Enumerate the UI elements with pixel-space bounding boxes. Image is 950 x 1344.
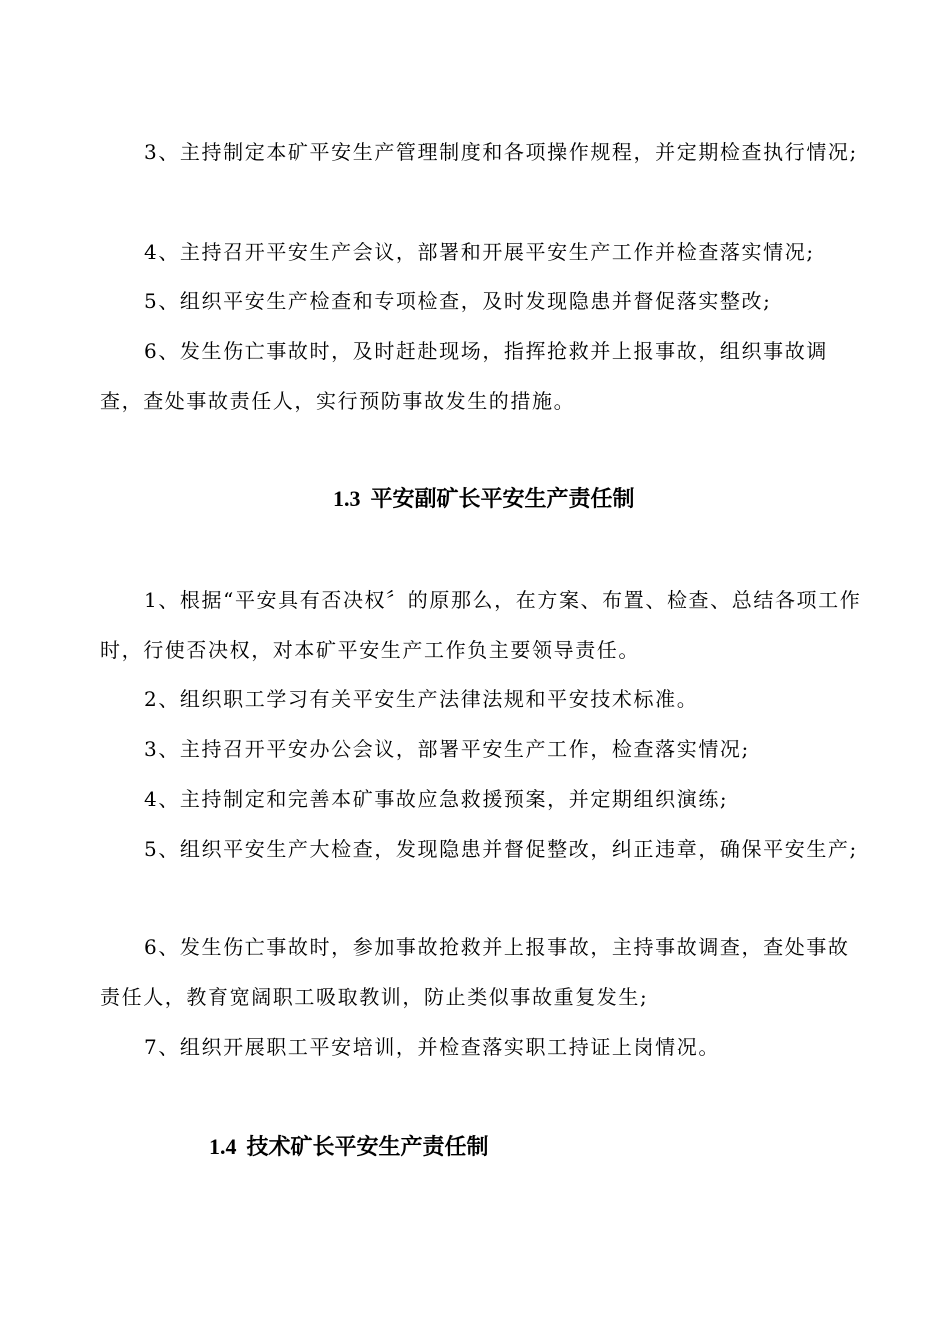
section-heading-1-4 <box>209 1132 489 1162</box>
paragraph-prev-item-4: 4、主持召开平安生产会议，部署和开展平安生产工作并检查落实情况; <box>144 240 815 264</box>
paragraph-1-3-item-3: 3、主持召开平安办公会议，部署平安生产工作，检查落实情况; <box>144 737 750 761</box>
section-number: 1.4 <box>209 1134 237 1159</box>
paragraph-prev-item-6: 6、发生伤亡事故时，及时赶赴现场，指挥抢救并上报事故，组织事故调查，查处事故责任人，实行预防事故发生的措施。 <box>100 339 828 413</box>
paragraph-1-3-item-6: 6、发生伤亡事故时，参加事故抢救并上报事故，主持事故调查，查处事故责任人，教育宽阔职工吸取教训，防止类似事故重复发生; <box>100 935 850 1009</box>
paragraph-1-3-item-4: 4、主持制定和完善本矿事故应急救援预案，并定期组织演练; <box>144 787 729 811</box>
paragraph-1-3-item-5: 5、组织平安生产大检查，发现隐患并督促整改，纠正违章，确保平安生产; <box>144 837 858 861</box>
paragraph-1-3-item-7: 7、组织开展职工平安培训，并检查落实职工持证上岗情况。 <box>144 1035 720 1059</box>
paragraph-prev-item-5: 5、组织平安生产检查和专项检查，及时发现隐患并督促落实整改; <box>144 289 772 313</box>
section-number: 1.3 <box>333 486 361 511</box>
paragraph-prev-item-3: 3、主持制定本矿平安生产管理制度和各项操作规程，并定期检查执行情况; <box>144 140 858 164</box>
paragraph-1-3-item-2: 2、组织职工学习有关平安生产法律法规和平安技术标准。 <box>144 687 699 711</box>
section-title: 平安副矿长平安生产责任制 <box>370 486 635 512</box>
section-title: 技术矿长平安生产责任制 <box>246 1134 489 1160</box>
paragraph-1-3-item-1: 1、根据“平安具有否决权〞的原那么，在方案、布置、检查、总结各项工作时，行使否决权，对本矿平安生产工作负主要领导责任。 <box>100 588 862 662</box>
section-heading-1-3 <box>333 484 635 514</box>
